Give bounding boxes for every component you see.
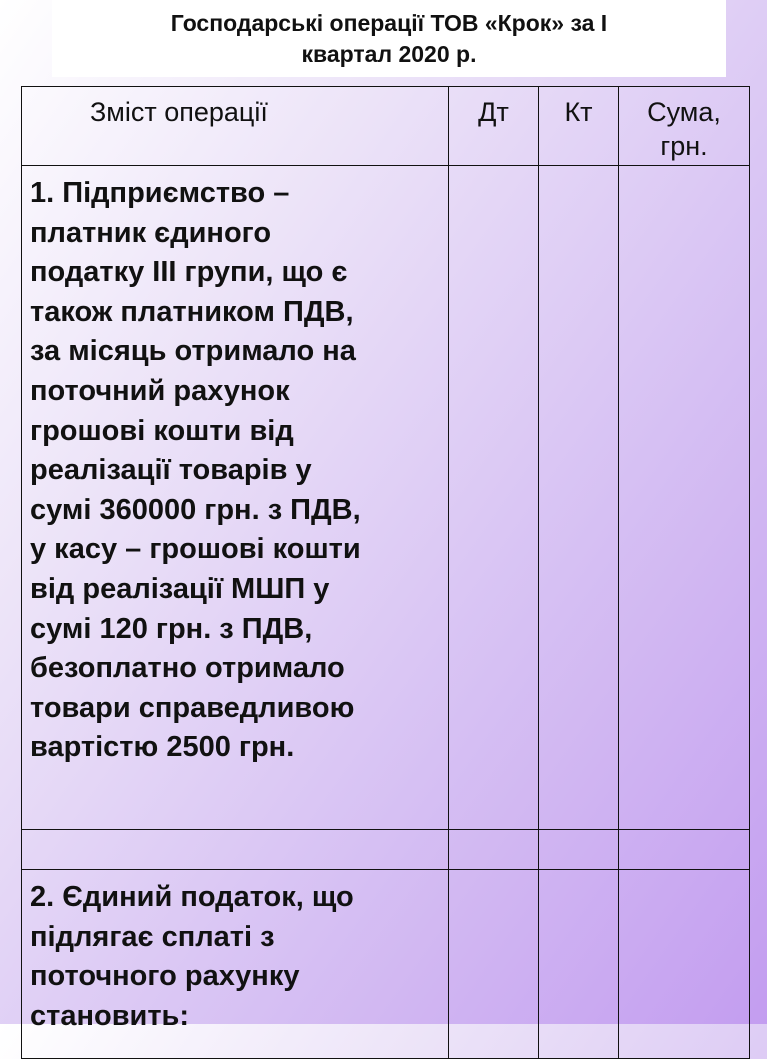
op1-line: платник єдиного: [30, 216, 272, 249]
op1-line: сумі 360000 грн. з ПДВ,: [30, 493, 361, 526]
header-content-label: Зміст операції: [90, 97, 268, 127]
header-sum-line-1: Сума,: [647, 97, 721, 127]
header-content-cell: [22, 87, 449, 166]
op1-line: у касу – грошові кошти: [30, 533, 361, 566]
op1-line: товари справедливою: [30, 691, 355, 724]
header-sum-line-2: грн.: [660, 131, 708, 161]
operation-2-credit: [539, 870, 619, 1059]
spacer-cell: [539, 830, 619, 870]
spacer-cell: [619, 830, 750, 870]
table-row: [22, 166, 750, 830]
header-debit-label: Дт: [478, 97, 509, 127]
spacer-cell: [449, 830, 539, 870]
op2-line: поточного рахунку: [30, 960, 300, 993]
op1-line: також платником ПДВ,: [30, 295, 354, 328]
op1-line: вартістю 2500 грн.: [30, 731, 295, 764]
operation-2-debit: [449, 870, 539, 1059]
op2-line: підлягає сплаті з: [30, 920, 275, 953]
op1-line: поточний рахунок: [30, 374, 290, 407]
title-line-1: Господарські операції ТОВ «Крок» за І: [170, 10, 608, 36]
table-row: [22, 870, 750, 1059]
operations-table: [21, 86, 750, 1059]
op2-line: 2. Єдиний податок, що: [30, 881, 354, 913]
header-debit-cell: [449, 87, 539, 166]
table-header-row: [22, 87, 750, 166]
operation-2-sum: [619, 870, 750, 1059]
op2-line: становить:: [30, 999, 190, 1032]
operation-1-sum: [619, 166, 750, 830]
op1-line: сумі 120 грн. з ПДВ,: [30, 612, 313, 645]
table-spacer-row: [22, 830, 750, 870]
operation-1-debit: [449, 166, 539, 830]
operation-1-content: [22, 166, 449, 830]
op1-line: грошові кошти від: [30, 414, 294, 447]
op1-line: від реалізації МШП у: [30, 572, 330, 605]
header-sum-label: [619, 87, 749, 163]
spacer-cell: [22, 830, 449, 870]
header-credit-label: Кт: [564, 97, 593, 127]
op1-line: за місяць отримало на: [30, 335, 356, 368]
slide-title: [52, 8, 726, 70]
op1-line: реалізації товарів у: [30, 454, 312, 487]
header-credit-cell: [539, 87, 619, 166]
op1-line: податку ІІІ групи, що є: [30, 256, 348, 289]
operation-2-content: [22, 870, 449, 1059]
title-line-2: квартал 2020 р.: [301, 41, 477, 67]
operation-1-credit: [539, 166, 619, 830]
header-sum-cell: [619, 87, 750, 166]
op1-line: 1. Підприємство –: [30, 177, 290, 209]
op1-line: безоплатно отримало: [30, 652, 345, 685]
